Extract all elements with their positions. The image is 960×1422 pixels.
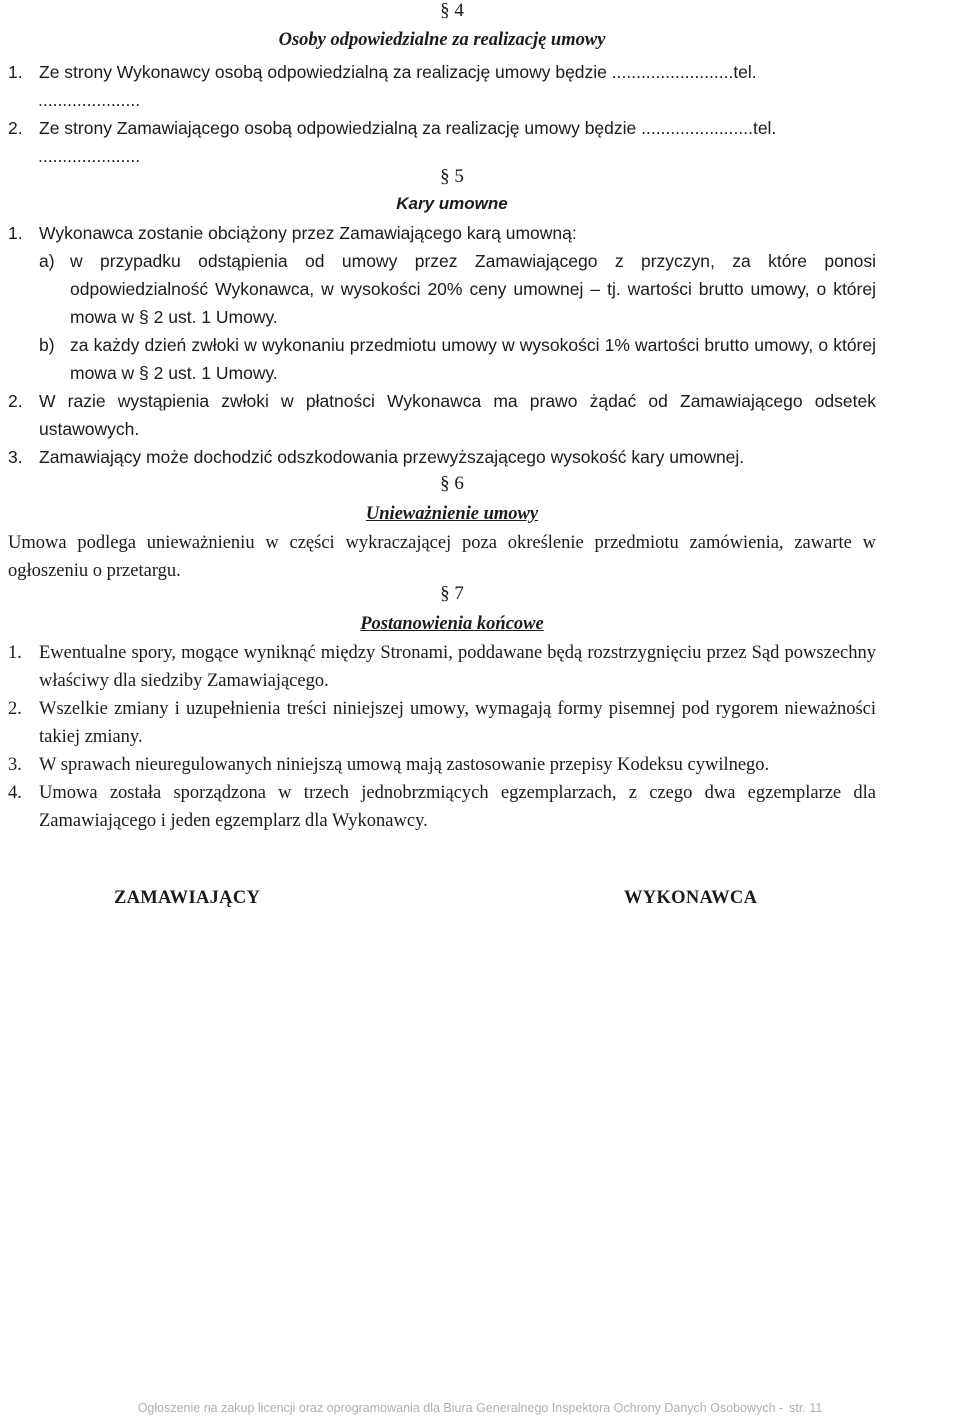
footer-text: Ogłoszenie na zakup licencji oraz oprogramowania dla Biura Generalnego Inspektora Ochrony Danych Osobowych - [137,1401,784,1415]
section-6-number: § 6 [440,473,464,494]
section-7-item-3 [8,751,876,779]
item-text: Ze strony Zamawiającego osobą odpowiedzialną za realizację umowy będzie .......................tel. [39,118,777,138]
item-text: Umowa została sporządzona w trzech jednobrzmiących egzemplarzach, z czego dwa egzemplarze dla Zamawiającego i jeden egzemplarz dla Wykonawcy. [39,783,876,831]
item-text: Ewentualne spory, mogące wyniknąć między Stronami, poddawane będą rozstrzygnięciu przez Sąd powszechny właściwy dla siedziby Zamawiającego. [39,643,876,691]
section-5-sub-b [8,331,876,387]
section-7-title: Postanowienia końcowe [360,614,544,634]
item-number: 1. [8,223,23,243]
item-number: 2. [8,391,23,411]
item-text: Wszelkie zmiany i uzupełnienia treści niniejszej umowy, wymagają formy pisemnej pod rygorem nieważności takiej zmiany. [39,699,876,747]
signature-wykonawca: WYKONAWCA [624,888,758,908]
section-5-item-3 [8,443,876,471]
item-number: 4. [8,783,22,803]
signature-row [0,888,960,914]
section-4-item-2-cont: ..................... [38,146,141,166]
section-7-item-1 [8,639,876,695]
sub-letter: b) [39,335,55,355]
section-5-title: Kary umowne [396,194,508,213]
item-text: Ze strony Wykonawcy osobą odpowiedzialną za realizację umowy będzie .........................tel. [39,62,757,82]
section-7-number: § 7 [440,583,464,604]
item-text: W razie wystąpienia zwłoki w płatności Wykonawca ma prawo żądać od Zamawiającego odsetek ustawowych. [39,391,876,439]
item-number: 1. [8,643,22,663]
section-5-item-1 [8,219,876,247]
section-5-sub-a [8,247,876,331]
section-4-number: § 4 [440,0,464,21]
section-5-number: § 5 [440,166,464,187]
signature-zamawiajacy: ZAMAWIAJĄCY [114,888,261,908]
section-7-item-2 [8,695,876,751]
section-6-text: Umowa podlega unieważnieniu w części wykraczającej poza określenie przedmiotu zamówienia, zawarte w ogłoszeniu o przetargu. [8,533,876,581]
sub-letter: a) [39,251,55,271]
item-number: 3. [8,447,23,467]
section-4-title: Osoby odpowiedzialne za realizację umowy [278,30,606,50]
page-footer [0,1401,960,1415]
sub-text: w przypadku odstąpienia od umowy przez Zamawiającego z przyczyn, za które ponosi odpowiedzialność Wykonawca, w wysokości 20% ceny umownej – tj. wartości brutto umowy, o której mowa w § 2 ust. 1 Umowy. [70,251,876,327]
item-text: W sprawach nieuregulowanych niniejszą umową mają zastosowanie przepisy Kodeksu cywilnego. [39,755,770,775]
section-4-item-1 [8,58,876,86]
section-5-item-2 [8,387,876,443]
section-7 [8,583,876,835]
section-4 [8,0,876,170]
page-number: str. 11 [789,1401,823,1415]
sub-text: za każdy dzień zwłoki w wykonaniu przedmiotu umowy w wysokości 1% wartości brutto umowy, o której mowa w § 2 ust. 1 Umowy. [70,335,876,383]
item-number: 2. [8,118,23,138]
item-text: Zamawiający może dochodzić odszkodowania przewyższającego wysokość kary umownej. [39,447,745,467]
section-6-title: Unieważnienie umowy [365,504,539,524]
item-number: 1. [8,62,23,82]
section-4-item-2 [8,114,876,142]
section-7-item-4 [8,779,876,835]
section-5 [8,166,876,471]
section-6 [8,473,876,585]
item-text: Wykonawca zostanie obciążony przez Zamawiającego karą umowną: [39,223,577,243]
section-4-item-1-cont: ..................... [38,90,141,110]
item-number: 3. [8,755,22,775]
item-number: 2. [8,699,22,719]
